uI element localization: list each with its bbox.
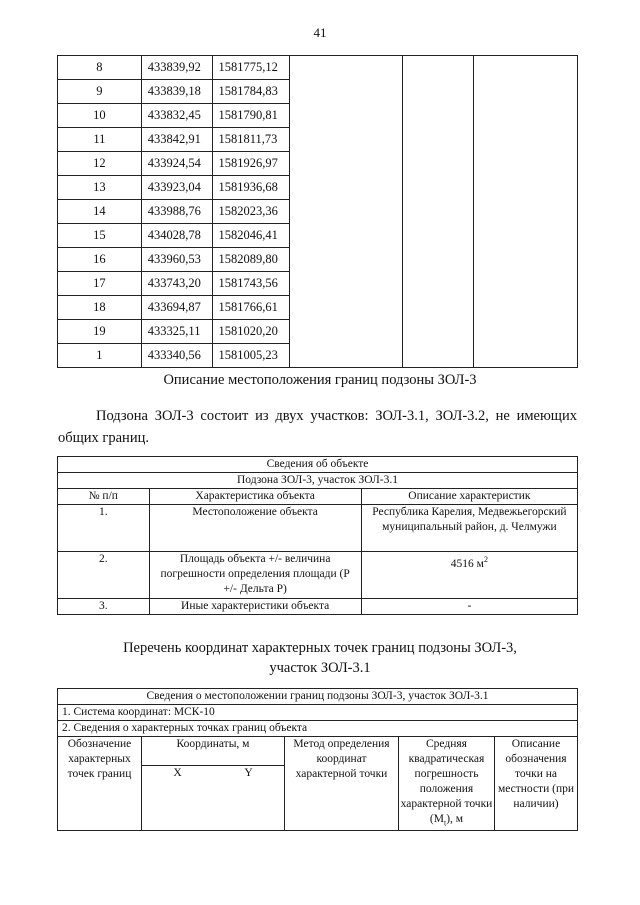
header-characteristic: Характеристика объекта	[149, 489, 361, 505]
point-number: 19	[58, 320, 142, 344]
object-table-subtitle: Подзона ЗОЛ-3, участок ЗОЛ-3.1	[58, 473, 578, 489]
accuracy-cell	[403, 80, 474, 104]
point-number: 12	[58, 152, 142, 176]
method-cell	[290, 344, 403, 368]
method-cell	[290, 56, 403, 80]
accuracy-cell	[403, 152, 474, 176]
accuracy-cell	[403, 200, 474, 224]
table-row	[58, 80, 578, 104]
col-designation: Обозначение характерных точек границ	[58, 737, 142, 831]
table-row	[58, 224, 578, 248]
coord-x: 433743,20	[141, 272, 213, 296]
coord-y: 1581926,97	[213, 152, 290, 176]
coordinates-heading-line2: участок ЗОЛ-3.1	[269, 660, 371, 676]
table-row	[58, 128, 578, 152]
row-description: -	[361, 599, 577, 615]
accuracy-cell	[403, 128, 474, 152]
description-cell	[473, 200, 577, 224]
point-number: 16	[58, 248, 142, 272]
section-heading: Описание местоположения границ подзоны ЗОЛ-3	[163, 372, 477, 388]
point-number: 1	[58, 344, 142, 368]
col-accuracy-sub: t	[443, 818, 447, 828]
description-cell	[473, 104, 577, 128]
accuracy-cell	[403, 320, 474, 344]
table-row	[58, 56, 578, 80]
coord-y: 1581743,56	[213, 272, 290, 296]
coord-table-title: Сведения о местоположении границ подзоны ЗОЛ-3, участок ЗОЛ-3.1	[58, 689, 578, 705]
table-row	[58, 200, 578, 224]
coord-y: 1582023,36	[213, 200, 290, 224]
table-row	[58, 248, 578, 272]
coord-system: 1. Система координат: МСК-10	[58, 705, 578, 721]
description-cell	[473, 152, 577, 176]
accuracy-cell	[403, 176, 474, 200]
table-row	[58, 104, 578, 128]
coordinates-heading	[0, 638, 640, 678]
area-superscript: 2	[483, 555, 488, 564]
description-cell	[473, 80, 577, 104]
col-accuracy-text: Средняя квадратическая погрешность положения характерной точки (M	[400, 738, 493, 825]
row-number: 1.	[58, 505, 150, 552]
coord-y: 1581766,61	[213, 296, 290, 320]
method-cell	[290, 296, 403, 320]
accuracy-cell	[403, 248, 474, 272]
method-cell	[290, 272, 403, 296]
coord-y: 1581784,83	[213, 80, 290, 104]
coord-x: 433325,11	[141, 320, 213, 344]
coord-y: 1581790,81	[213, 104, 290, 128]
col-description: Описание обозначения точки на местности (при наличии)	[495, 737, 578, 831]
point-number: 15	[58, 224, 142, 248]
table-row	[58, 152, 578, 176]
coord-x: 433988,76	[141, 200, 213, 224]
coord-y: 1582089,80	[213, 248, 290, 272]
table-row	[58, 176, 578, 200]
point-number: 14	[58, 200, 142, 224]
row-number: 2.	[58, 552, 150, 599]
area-value: 4516 м	[450, 557, 484, 570]
accuracy-cell	[403, 224, 474, 248]
method-cell	[290, 152, 403, 176]
accuracy-cell	[403, 272, 474, 296]
section-paragraph: Подзона ЗОЛ-3 состоит из двух участков: ЗОЛ-3.1, ЗОЛ-3.2, не имеющих общих границ.	[58, 408, 577, 446]
accuracy-cell	[403, 56, 474, 80]
description-cell	[473, 56, 577, 80]
method-cell	[290, 80, 403, 104]
col-accuracy-tail: ), м	[446, 813, 464, 825]
table-row	[58, 599, 578, 615]
col-method: Метод определения координат характерной точки	[285, 737, 399, 831]
method-cell	[290, 248, 403, 272]
point-number: 11	[58, 128, 142, 152]
object-info-table	[57, 456, 578, 615]
point-number: 10	[58, 104, 142, 128]
coordinates-heading-line1: Перечень координат характерных точек границ подзоны ЗОЛ-3,	[123, 640, 517, 656]
col-accuracy	[399, 737, 495, 831]
row-description	[361, 552, 577, 599]
coord-y: 1582046,41	[213, 224, 290, 248]
points-caption: 2. Сведения о характерных точках границ объекта	[58, 721, 578, 737]
description-cell	[473, 344, 577, 368]
description-cell	[473, 176, 577, 200]
accuracy-cell	[403, 104, 474, 128]
table-row	[58, 272, 578, 296]
description-cell	[473, 248, 577, 272]
table-row	[58, 320, 578, 344]
table-row	[58, 552, 578, 599]
points-table	[57, 55, 578, 368]
method-cell	[290, 104, 403, 128]
accuracy-cell	[403, 344, 474, 368]
row-description: Республика Карелия, Медвежьегорский муниципальный район, д. Челмужи	[361, 505, 577, 552]
point-number: 17	[58, 272, 142, 296]
description-cell	[473, 272, 577, 296]
table-row	[58, 505, 578, 552]
row-characteristic: Иные характеристики объекта	[149, 599, 361, 615]
col-x: X	[142, 766, 214, 831]
description-cell	[473, 320, 577, 344]
row-characteristic: Местоположение объекта	[149, 505, 361, 552]
accuracy-cell	[403, 296, 474, 320]
coord-x: 433839,92	[141, 56, 213, 80]
point-number: 18	[58, 296, 142, 320]
coord-y: 1581775,12	[213, 56, 290, 80]
coord-x: 433839,18	[141, 80, 213, 104]
coord-y: 1581811,73	[213, 128, 290, 152]
coord-y: 1581005,23	[213, 344, 290, 368]
col-y: Y	[213, 766, 285, 831]
coord-x: 433340,56	[141, 344, 213, 368]
method-cell	[290, 176, 403, 200]
description-cell	[473, 224, 577, 248]
method-cell	[290, 200, 403, 224]
description-cell	[473, 128, 577, 152]
point-number: 13	[58, 176, 142, 200]
col-coordinates: Координаты, м	[142, 737, 285, 766]
header-number: № п/п	[58, 489, 150, 505]
point-number: 8	[58, 56, 142, 80]
method-cell	[290, 320, 403, 344]
method-cell	[290, 128, 403, 152]
coord-x: 434028,78	[141, 224, 213, 248]
coordinates-table	[57, 688, 578, 831]
object-table-title: Сведения об объекте	[58, 457, 578, 473]
description-cell	[473, 296, 577, 320]
coord-x: 433960,53	[141, 248, 213, 272]
coord-x: 433694,87	[141, 296, 213, 320]
point-number: 9	[58, 80, 142, 104]
coord-x: 433842,91	[141, 128, 213, 152]
row-number: 3.	[58, 599, 150, 615]
header-description: Описание характеристик	[361, 489, 577, 505]
coord-x: 433923,04	[141, 176, 213, 200]
row-characteristic: Площадь объекта +/- величина погрешности определения площади (Р +/- Дельта Р)	[149, 552, 361, 599]
coord-x: 433924,54	[141, 152, 213, 176]
coord-y: 1581936,68	[213, 176, 290, 200]
table-row	[58, 344, 578, 368]
table-row	[58, 296, 578, 320]
coord-x: 433832,45	[141, 104, 213, 128]
method-cell	[290, 224, 403, 248]
page-number: 41	[313, 25, 327, 40]
coord-y: 1581020,20	[213, 320, 290, 344]
